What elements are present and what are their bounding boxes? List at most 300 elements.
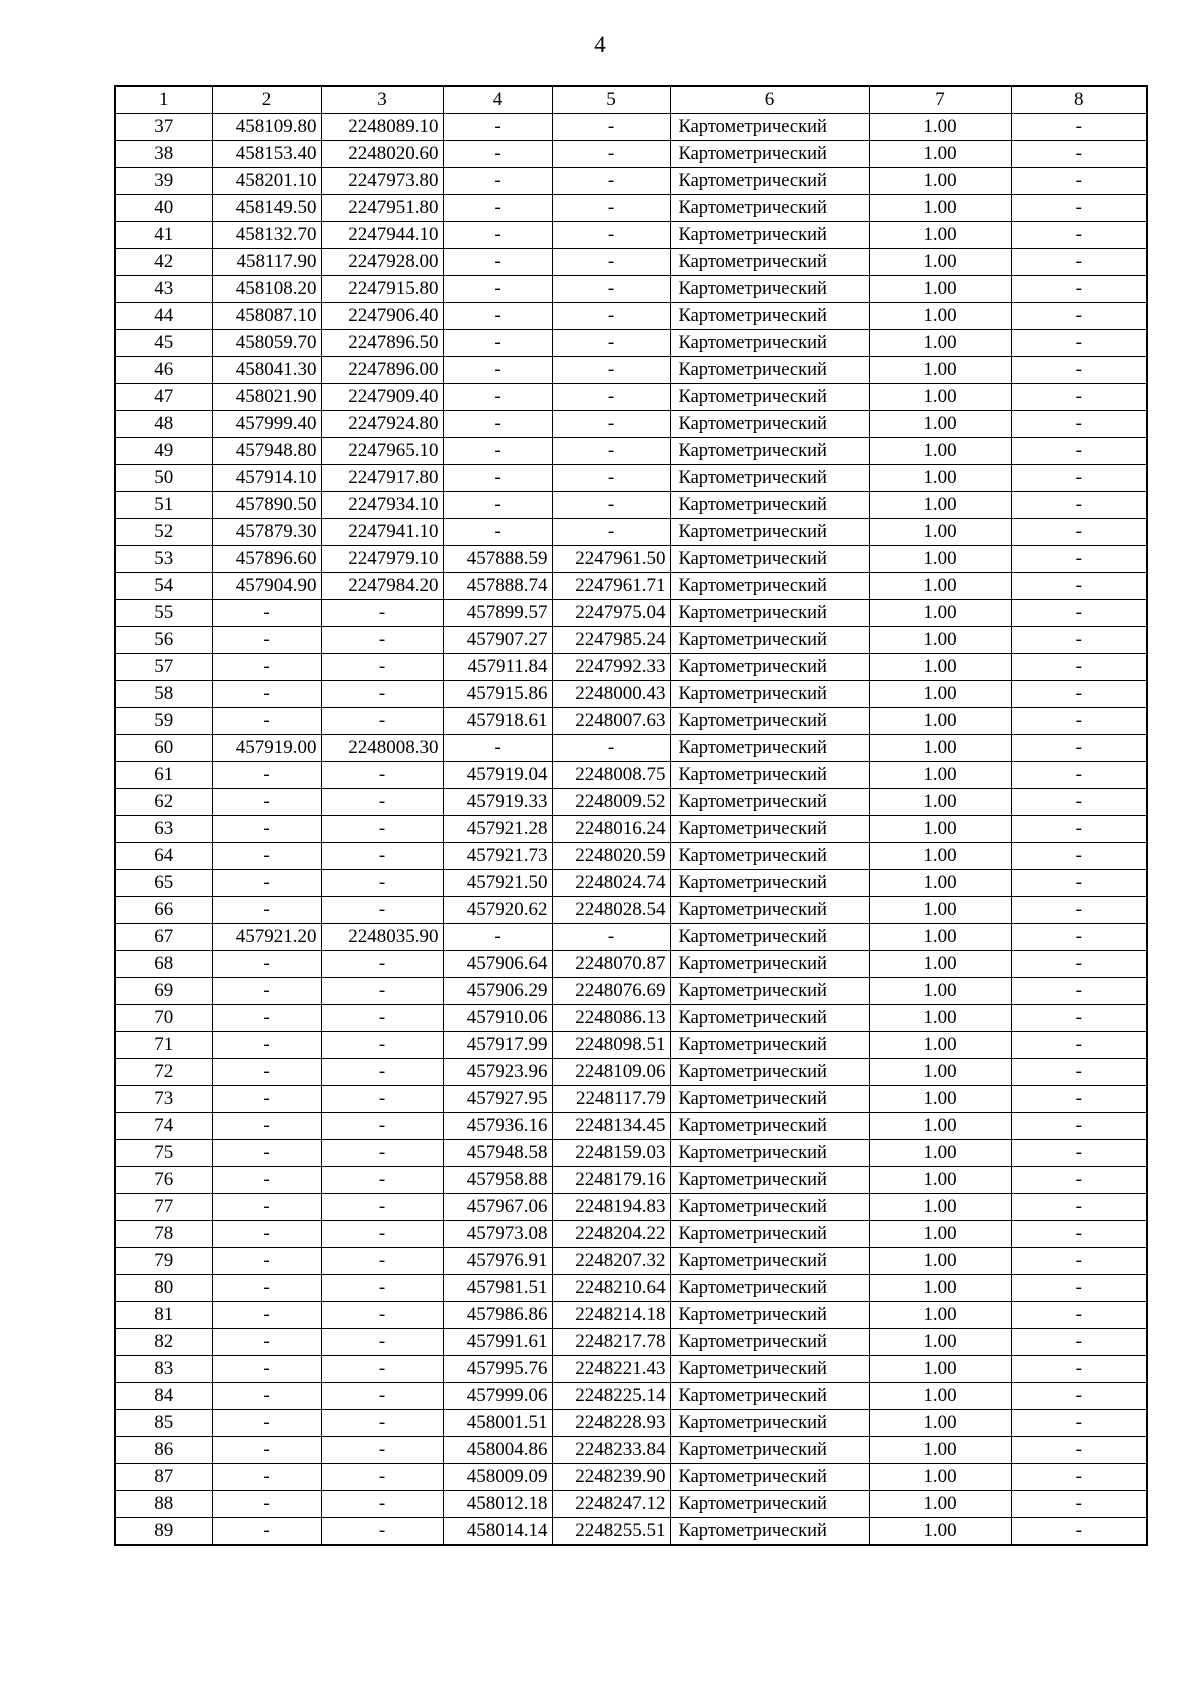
y-existing-cell: - [321, 1356, 443, 1383]
x-refined-cell: 457907.27 [443, 627, 552, 654]
x-refined-cell: 457999.06 [443, 1383, 552, 1410]
note-cell: - [1011, 627, 1147, 654]
y-existing-cell: - [321, 1437, 443, 1464]
y-refined-cell: - [552, 330, 670, 357]
x-existing-cell: - [212, 708, 321, 735]
point-number-cell: 67 [115, 924, 212, 951]
x-existing-cell: 457904.90 [212, 573, 321, 600]
accuracy-cell: 1.00 [869, 627, 1011, 654]
method-cell: Картометрический [670, 1410, 869, 1437]
accuracy-cell: 1.00 [869, 1167, 1011, 1194]
method-cell: Картометрический [670, 762, 869, 789]
note-cell: - [1011, 114, 1147, 141]
y-existing-cell: - [321, 951, 443, 978]
table-body [115, 114, 1147, 1546]
point-number-cell: 54 [115, 573, 212, 600]
table-row [115, 1194, 1147, 1221]
accuracy-cell: 1.00 [869, 1410, 1011, 1437]
x-refined-cell: 457919.04 [443, 762, 552, 789]
method-cell: Картометрический [670, 384, 869, 411]
accuracy-cell: 1.00 [869, 1140, 1011, 1167]
table-row [115, 1248, 1147, 1275]
y-refined-cell: - [552, 303, 670, 330]
y-refined-cell: 2248204.22 [552, 1221, 670, 1248]
x-existing-cell: - [212, 1356, 321, 1383]
accuracy-cell: 1.00 [869, 762, 1011, 789]
note-cell: - [1011, 438, 1147, 465]
note-cell: - [1011, 1437, 1147, 1464]
point-number-cell: 57 [115, 654, 212, 681]
y-refined-cell: 2248233.84 [552, 1437, 670, 1464]
accuracy-cell: 1.00 [869, 1194, 1011, 1221]
note-cell: - [1011, 546, 1147, 573]
point-number-cell: 75 [115, 1140, 212, 1167]
table-row [115, 1140, 1147, 1167]
y-existing-cell: 2247915.80 [321, 276, 443, 303]
x-refined-cell: - [443, 195, 552, 222]
method-cell: Картометрический [670, 168, 869, 195]
note-cell: - [1011, 519, 1147, 546]
y-existing-cell: - [321, 1005, 443, 1032]
y-existing-cell: 2247896.50 [321, 330, 443, 357]
note-cell: - [1011, 816, 1147, 843]
x-existing-cell: - [212, 627, 321, 654]
note-cell: - [1011, 492, 1147, 519]
point-number-cell: 85 [115, 1410, 212, 1437]
note-cell: - [1011, 1032, 1147, 1059]
y-existing-cell: - [321, 654, 443, 681]
method-cell: Картометрический [670, 492, 869, 519]
x-existing-cell: 458041.30 [212, 357, 321, 384]
table-row [115, 1302, 1147, 1329]
note-cell: - [1011, 870, 1147, 897]
x-existing-cell: - [212, 1518, 321, 1546]
note-cell: - [1011, 1275, 1147, 1302]
point-number-cell: 40 [115, 195, 212, 222]
point-number-cell: 62 [115, 789, 212, 816]
x-existing-cell: 458117.90 [212, 249, 321, 276]
table-row [115, 681, 1147, 708]
method-cell: Картометрический [670, 1356, 869, 1383]
note-cell: - [1011, 384, 1147, 411]
y-refined-cell: 2248098.51 [552, 1032, 670, 1059]
x-refined-cell: 457958.88 [443, 1167, 552, 1194]
table-row [115, 789, 1147, 816]
point-number-cell: 37 [115, 114, 212, 141]
table-row [115, 1491, 1147, 1518]
table-row [115, 276, 1147, 303]
method-cell: Картометрический [670, 870, 869, 897]
table-row [115, 978, 1147, 1005]
x-existing-cell: - [212, 1167, 321, 1194]
method-cell: Картометрический [670, 573, 869, 600]
point-number-cell: 58 [115, 681, 212, 708]
accuracy-cell: 1.00 [869, 1086, 1011, 1113]
point-number-cell: 43 [115, 276, 212, 303]
accuracy-cell: 1.00 [869, 789, 1011, 816]
table-row [115, 1464, 1147, 1491]
table-row [115, 1383, 1147, 1410]
accuracy-cell: 1.00 [869, 384, 1011, 411]
y-existing-cell: - [321, 1383, 443, 1410]
note-cell: - [1011, 1059, 1147, 1086]
accuracy-cell: 1.00 [869, 978, 1011, 1005]
x-existing-cell: - [212, 978, 321, 1005]
note-cell: - [1011, 1491, 1147, 1518]
y-refined-cell: - [552, 492, 670, 519]
y-existing-cell: 2247944.10 [321, 222, 443, 249]
x-refined-cell: - [443, 249, 552, 276]
x-existing-cell: - [212, 1221, 321, 1248]
point-number-cell: 51 [115, 492, 212, 519]
table-row [115, 627, 1147, 654]
x-refined-cell: 457936.16 [443, 1113, 552, 1140]
table-row [115, 1437, 1147, 1464]
y-existing-cell: - [321, 1464, 443, 1491]
y-refined-cell: 2247975.04 [552, 600, 670, 627]
method-cell: Картометрический [670, 1437, 869, 1464]
x-existing-cell: - [212, 1059, 321, 1086]
x-refined-cell: 457991.61 [443, 1329, 552, 1356]
y-existing-cell: - [321, 600, 443, 627]
x-refined-cell: 457920.62 [443, 897, 552, 924]
accuracy-cell: 1.00 [869, 654, 1011, 681]
y-refined-cell: - [552, 519, 670, 546]
accuracy-cell: 1.00 [869, 708, 1011, 735]
note-cell: - [1011, 681, 1147, 708]
note-cell: - [1011, 357, 1147, 384]
accuracy-cell: 1.00 [869, 951, 1011, 978]
x-refined-cell: - [443, 168, 552, 195]
table-row [115, 465, 1147, 492]
y-refined-cell: 2248207.32 [552, 1248, 670, 1275]
table-row [115, 114, 1147, 141]
point-number-cell: 50 [115, 465, 212, 492]
table-row [115, 708, 1147, 735]
x-existing-cell: 457879.30 [212, 519, 321, 546]
x-refined-cell: 457888.74 [443, 573, 552, 600]
y-existing-cell: 2247984.20 [321, 573, 443, 600]
x-refined-cell: - [443, 384, 552, 411]
note-cell: - [1011, 897, 1147, 924]
accuracy-cell: 1.00 [869, 1032, 1011, 1059]
accuracy-cell: 1.00 [869, 573, 1011, 600]
y-refined-cell: 2248109.06 [552, 1059, 670, 1086]
x-refined-cell: 457981.51 [443, 1275, 552, 1302]
y-refined-cell: 2248225.14 [552, 1383, 670, 1410]
y-existing-cell: 2247973.80 [321, 168, 443, 195]
accuracy-cell: 1.00 [869, 1437, 1011, 1464]
y-refined-cell: - [552, 276, 670, 303]
method-cell: Картометрический [670, 789, 869, 816]
x-existing-cell: - [212, 816, 321, 843]
accuracy-cell: 1.00 [869, 411, 1011, 438]
accuracy-cell: 1.00 [869, 1329, 1011, 1356]
note-cell: - [1011, 1140, 1147, 1167]
accuracy-cell: 1.00 [869, 546, 1011, 573]
note-cell: - [1011, 1383, 1147, 1410]
x-existing-cell: 457999.40 [212, 411, 321, 438]
accuracy-cell: 1.00 [869, 276, 1011, 303]
method-cell: Картометрический [670, 303, 869, 330]
x-existing-cell: 457896.60 [212, 546, 321, 573]
note-cell: - [1011, 708, 1147, 735]
point-number-cell: 73 [115, 1086, 212, 1113]
x-existing-cell: - [212, 1086, 321, 1113]
y-refined-cell: 2248028.54 [552, 897, 670, 924]
y-refined-cell: 2248117.79 [552, 1086, 670, 1113]
y-refined-cell: - [552, 141, 670, 168]
x-existing-cell: - [212, 1302, 321, 1329]
point-number-cell: 61 [115, 762, 212, 789]
y-existing-cell: - [321, 762, 443, 789]
point-number-cell: 89 [115, 1518, 212, 1546]
x-refined-cell: - [443, 492, 552, 519]
x-refined-cell: 457921.50 [443, 870, 552, 897]
point-number-cell: 41 [115, 222, 212, 249]
point-number-cell: 74 [115, 1113, 212, 1140]
y-existing-cell: - [321, 1518, 443, 1546]
x-existing-cell: - [212, 1248, 321, 1275]
method-cell: Картометрический [670, 978, 869, 1005]
y-refined-cell: - [552, 222, 670, 249]
accuracy-cell: 1.00 [869, 330, 1011, 357]
y-refined-cell: 2248009.52 [552, 789, 670, 816]
method-cell: Картометрический [670, 141, 869, 168]
method-cell: Картометрический [670, 1140, 869, 1167]
table-row [115, 249, 1147, 276]
table-row [115, 1221, 1147, 1248]
x-existing-cell: - [212, 762, 321, 789]
y-refined-cell: - [552, 357, 670, 384]
y-refined-cell: 2248221.43 [552, 1356, 670, 1383]
page-number: 4 [594, 32, 606, 57]
y-existing-cell: - [321, 681, 443, 708]
table-row [115, 735, 1147, 762]
method-cell: Картометрический [670, 195, 869, 222]
x-refined-cell: - [443, 465, 552, 492]
y-refined-cell: 2248214.18 [552, 1302, 670, 1329]
table-row [115, 843, 1147, 870]
point-number-cell: 66 [115, 897, 212, 924]
point-number-cell: 39 [115, 168, 212, 195]
y-existing-cell: - [321, 708, 443, 735]
point-number-cell: 83 [115, 1356, 212, 1383]
y-refined-cell: - [552, 924, 670, 951]
y-existing-cell: 2247909.40 [321, 384, 443, 411]
y-refined-cell: 2248007.63 [552, 708, 670, 735]
accuracy-cell: 1.00 [869, 114, 1011, 141]
table-row [115, 1113, 1147, 1140]
point-number-cell: 77 [115, 1194, 212, 1221]
x-refined-cell: 458009.09 [443, 1464, 552, 1491]
x-existing-cell: - [212, 1464, 321, 1491]
x-existing-cell: 458201.10 [212, 168, 321, 195]
note-cell: - [1011, 951, 1147, 978]
accuracy-cell: 1.00 [869, 519, 1011, 546]
point-number-cell: 59 [115, 708, 212, 735]
note-cell: - [1011, 1464, 1147, 1491]
y-existing-cell: - [321, 1113, 443, 1140]
point-number-cell: 55 [115, 600, 212, 627]
x-refined-cell: 457976.91 [443, 1248, 552, 1275]
accuracy-cell: 1.00 [869, 735, 1011, 762]
table-row [115, 303, 1147, 330]
x-refined-cell: - [443, 276, 552, 303]
y-existing-cell: 2248008.30 [321, 735, 443, 762]
accuracy-cell: 1.00 [869, 870, 1011, 897]
x-existing-cell: - [212, 843, 321, 870]
point-number-cell: 47 [115, 384, 212, 411]
y-refined-cell: 2248179.16 [552, 1167, 670, 1194]
point-number-cell: 84 [115, 1383, 212, 1410]
table-row [115, 330, 1147, 357]
table-row [115, 573, 1147, 600]
point-number-cell: 79 [115, 1248, 212, 1275]
x-refined-cell: 457906.29 [443, 978, 552, 1005]
x-existing-cell: 457948.80 [212, 438, 321, 465]
point-number-cell: 70 [115, 1005, 212, 1032]
table-row [115, 816, 1147, 843]
y-refined-cell: 2248024.74 [552, 870, 670, 897]
method-cell: Картометрический [670, 681, 869, 708]
accuracy-cell: 1.00 [869, 141, 1011, 168]
x-refined-cell: 457918.61 [443, 708, 552, 735]
note-cell: - [1011, 330, 1147, 357]
point-number-cell: 44 [115, 303, 212, 330]
x-existing-cell: 458109.80 [212, 114, 321, 141]
point-number-cell: 64 [115, 843, 212, 870]
note-cell: - [1011, 141, 1147, 168]
y-refined-cell: 2248228.93 [552, 1410, 670, 1437]
y-refined-cell: - [552, 465, 670, 492]
y-existing-cell: - [321, 897, 443, 924]
x-existing-cell: - [212, 951, 321, 978]
table-row [115, 1032, 1147, 1059]
note-cell: - [1011, 465, 1147, 492]
y-existing-cell: - [321, 1086, 443, 1113]
note-cell: - [1011, 249, 1147, 276]
y-refined-cell: - [552, 168, 670, 195]
method-cell: Картометрический [670, 897, 869, 924]
method-cell: Картометрический [670, 708, 869, 735]
y-existing-cell: - [321, 978, 443, 1005]
point-number-cell: 72 [115, 1059, 212, 1086]
x-existing-cell: 458153.40 [212, 141, 321, 168]
accuracy-cell: 1.00 [869, 1518, 1011, 1546]
table-row [115, 1086, 1147, 1113]
x-refined-cell: - [443, 438, 552, 465]
point-number-cell: 87 [115, 1464, 212, 1491]
note-cell: - [1011, 1086, 1147, 1113]
x-existing-cell: 458132.70 [212, 222, 321, 249]
x-existing-cell: 457914.10 [212, 465, 321, 492]
point-number-cell: 88 [115, 1491, 212, 1518]
table-row [115, 384, 1147, 411]
note-cell: - [1011, 1167, 1147, 1194]
coordinates-table [114, 85, 1148, 1546]
accuracy-cell: 1.00 [869, 492, 1011, 519]
x-refined-cell: 457919.33 [443, 789, 552, 816]
method-cell: Картометрический [670, 843, 869, 870]
method-cell: Картометрический [670, 276, 869, 303]
x-refined-cell: 458012.18 [443, 1491, 552, 1518]
method-cell: Картометрический [670, 1275, 869, 1302]
method-cell: Картометрический [670, 1005, 869, 1032]
accuracy-cell: 1.00 [869, 897, 1011, 924]
y-refined-cell: 2248000.43 [552, 681, 670, 708]
x-existing-cell: - [212, 1437, 321, 1464]
method-cell: Картометрический [670, 924, 869, 951]
point-number-cell: 76 [115, 1167, 212, 1194]
x-refined-cell: 458004.86 [443, 1437, 552, 1464]
x-existing-cell: - [212, 897, 321, 924]
column-header: 8 [1011, 86, 1147, 114]
method-cell: Картометрический [670, 1113, 869, 1140]
method-cell: Картометрический [670, 1194, 869, 1221]
x-existing-cell: - [212, 1383, 321, 1410]
x-refined-cell: 457910.06 [443, 1005, 552, 1032]
x-existing-cell: - [212, 1140, 321, 1167]
y-existing-cell: 2247928.00 [321, 249, 443, 276]
y-existing-cell: 2247965.10 [321, 438, 443, 465]
table-row [115, 924, 1147, 951]
note-cell: - [1011, 654, 1147, 681]
accuracy-cell: 1.00 [869, 1275, 1011, 1302]
method-cell: Картометрический [670, 654, 869, 681]
accuracy-cell: 1.00 [869, 168, 1011, 195]
y-refined-cell: 2248217.78 [552, 1329, 670, 1356]
column-header: 2 [212, 86, 321, 114]
method-cell: Картометрический [670, 1464, 869, 1491]
point-number-cell: 78 [115, 1221, 212, 1248]
accuracy-cell: 1.00 [869, 843, 1011, 870]
x-refined-cell: 457948.58 [443, 1140, 552, 1167]
point-number-cell: 86 [115, 1437, 212, 1464]
y-refined-cell: 2248020.59 [552, 843, 670, 870]
x-refined-cell: - [443, 303, 552, 330]
table-row [115, 438, 1147, 465]
table-row [115, 1059, 1147, 1086]
x-existing-cell: - [212, 1410, 321, 1437]
table-row [115, 546, 1147, 573]
x-refined-cell: 457899.57 [443, 600, 552, 627]
method-cell: Картометрический [670, 1491, 869, 1518]
method-cell: Картометрический [670, 627, 869, 654]
method-cell: Картометрический [670, 1032, 869, 1059]
x-refined-cell: 457888.59 [443, 546, 552, 573]
x-existing-cell: - [212, 1005, 321, 1032]
x-refined-cell: 457906.64 [443, 951, 552, 978]
x-refined-cell: 457911.84 [443, 654, 552, 681]
method-cell: Картометрический [670, 546, 869, 573]
point-number-cell: 71 [115, 1032, 212, 1059]
note-cell: - [1011, 600, 1147, 627]
point-number-cell: 42 [115, 249, 212, 276]
accuracy-cell: 1.00 [869, 1383, 1011, 1410]
column-header: 6 [670, 86, 869, 114]
accuracy-cell: 1.00 [869, 1302, 1011, 1329]
y-existing-cell: - [321, 1491, 443, 1518]
note-cell: - [1011, 303, 1147, 330]
x-refined-cell: 457973.08 [443, 1221, 552, 1248]
table-row [115, 1356, 1147, 1383]
method-cell: Картометрический [670, 816, 869, 843]
method-cell: Картометрический [670, 1167, 869, 1194]
column-header: 3 [321, 86, 443, 114]
point-number-cell: 52 [115, 519, 212, 546]
x-existing-cell: 458021.90 [212, 384, 321, 411]
